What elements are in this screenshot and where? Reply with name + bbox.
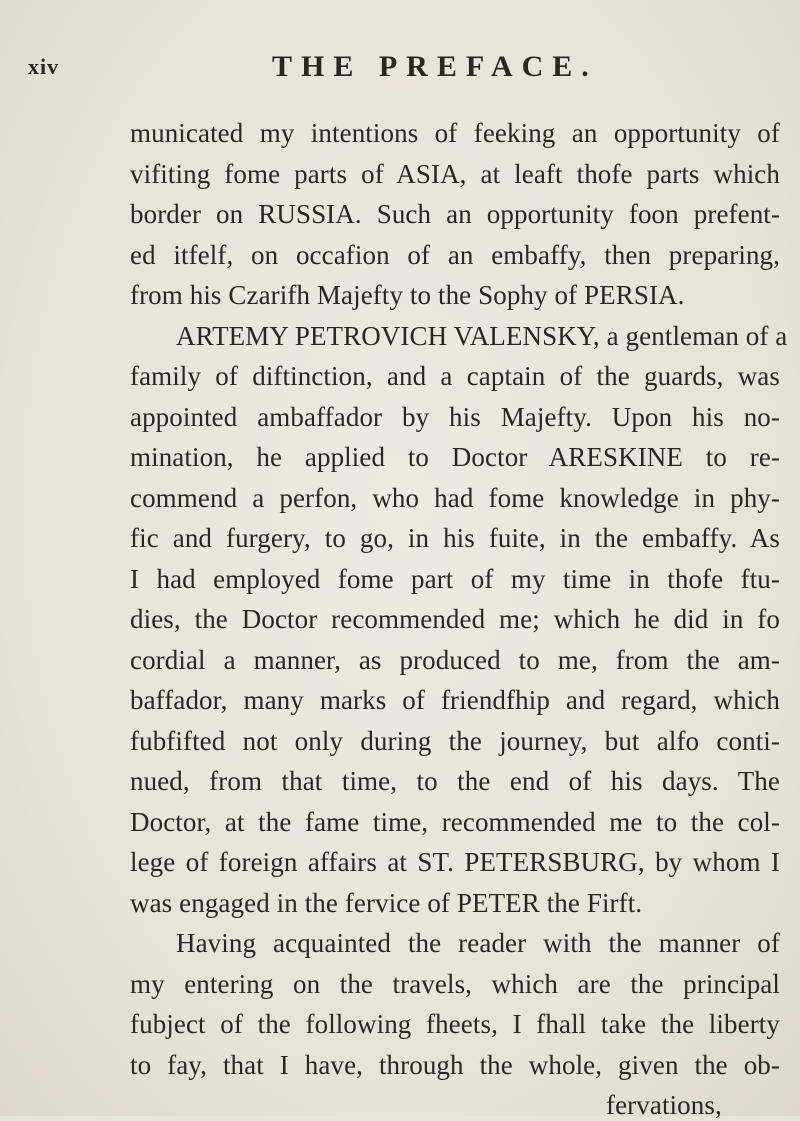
text-line: I had employed fome part of my time in thofe ftu- bbox=[130, 563, 780, 594]
text-line: Doctor, at the fame time, recommended me to the col- bbox=[130, 806, 780, 837]
text-line: border on RUSSIA. Such an opportunity foon prefent- bbox=[130, 199, 780, 229]
text-line: lege of foreign affairs at ST. PETERSBURG, by whom I bbox=[130, 847, 780, 877]
text-line: cordial a manner, as produced to me, from the am- bbox=[130, 644, 780, 675]
running-head: THE PREFACE. bbox=[272, 50, 598, 83]
text-line: baffador, many marks of friendfhip and regard, which bbox=[130, 685, 780, 715]
text-line: from his Czarifh Majefty to the Sophy of PERSIA. bbox=[130, 280, 685, 310]
text-line: ed itfelf, on occafion of an embaffy, then preparing, bbox=[130, 239, 780, 270]
text-line: commend a perfon, who had fome knowledge in phy- bbox=[130, 482, 780, 513]
text-line: nued, from that time, to the end of his days. The bbox=[130, 766, 780, 796]
text-line: my entering on the travels, which are the principal bbox=[130, 968, 780, 999]
text-line: appointed ambaffador by his Majefty. Upon his no- bbox=[130, 401, 780, 432]
catchword: fervations, bbox=[606, 1090, 722, 1120]
text-line: ARTEMY PETROVICH VALENSKY, a gentleman of a bbox=[176, 320, 788, 351]
page-number: xiv bbox=[28, 54, 60, 79]
text-line: dies, the Doctor recommended me; which he did in fo bbox=[130, 604, 780, 634]
text-line: vifiting fome parts of ASIA, at leaft thofe parts which bbox=[130, 158, 780, 189]
text-line: fic and furgery, to go, in his fuite, in the embaffy. As bbox=[130, 523, 780, 553]
text-line: was engaged in the fervice of PETER the Firft. bbox=[130, 887, 643, 918]
text-line: fubject of the following fheets, I fhall take the liberty bbox=[130, 1009, 780, 1039]
text-line: Having acquainted the reader with the manner of bbox=[176, 928, 780, 958]
text-line: mination, he applied to Doctor ARESKINE to re- bbox=[130, 442, 780, 472]
text-line: family of diftinction, and a captain of the guards, was bbox=[130, 361, 780, 391]
text-line: fubfifted not only during the journey, but alfo conti- bbox=[130, 725, 780, 756]
text-line: municated my intentions of feeking an opportunity of bbox=[130, 118, 780, 148]
text-line: to fay, that I have, through the whole, given the ob- bbox=[130, 1049, 780, 1080]
